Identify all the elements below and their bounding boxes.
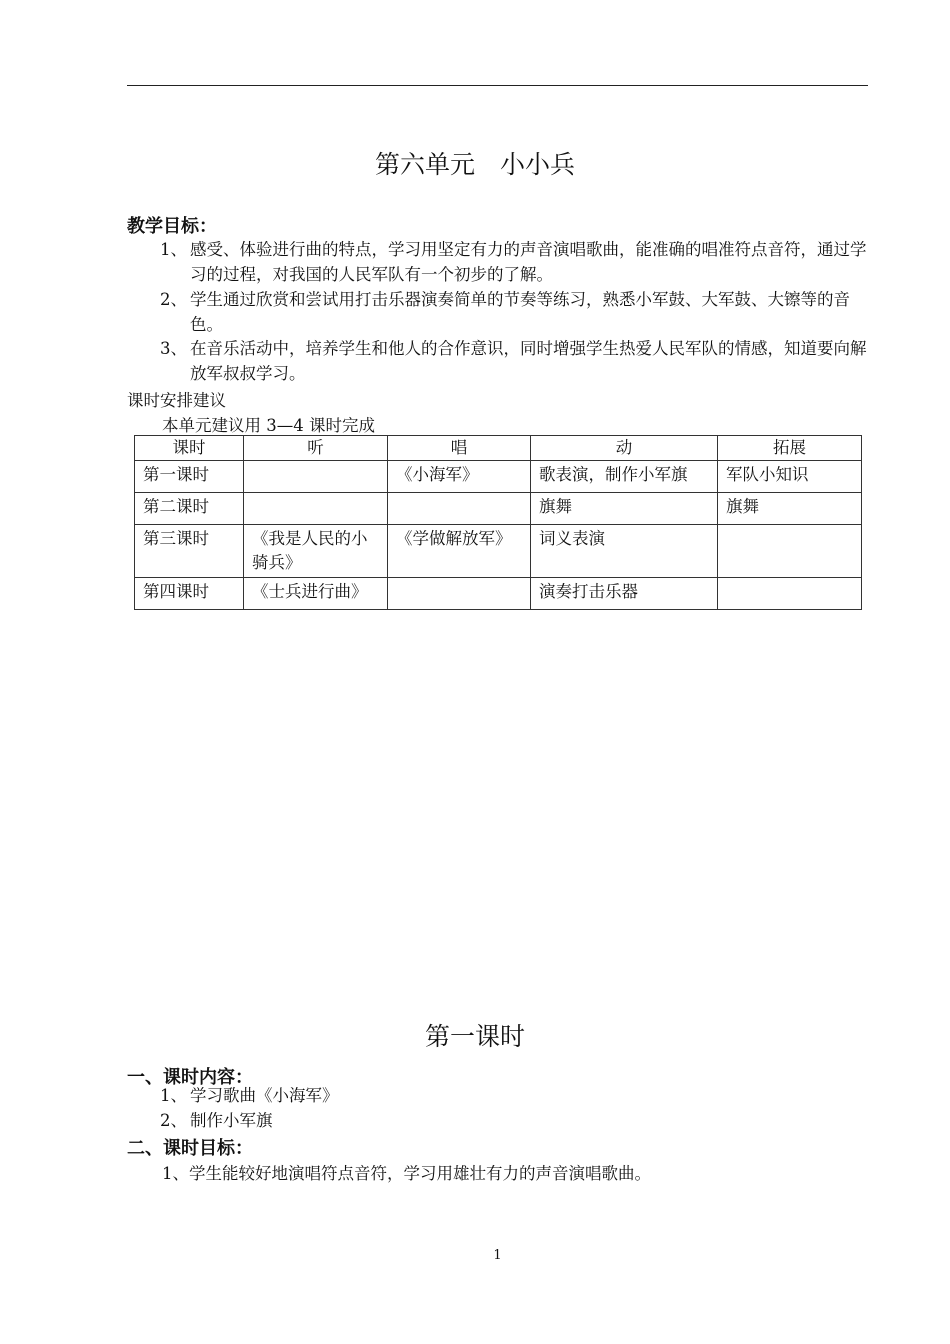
- table-row: [135, 493, 862, 525]
- objective-number: 2、: [160, 290, 187, 309]
- content-number: 2、: [160, 1111, 187, 1130]
- lesson-title: 第一课时: [424, 1022, 525, 1051]
- table-cell: [388, 578, 531, 610]
- table-cell: [388, 493, 531, 525]
- content-text: 学习歌曲《小海军》: [190, 1086, 339, 1105]
- table-cell: 旗舞: [531, 493, 718, 525]
- header-cell: 动: [531, 436, 718, 461]
- table-cell: 《学做解放军》: [388, 525, 531, 578]
- table-row: [135, 461, 862, 493]
- content-item: [160, 1083, 872, 1108]
- page-number: 1: [493, 1248, 502, 1263]
- objective-item: [160, 237, 872, 287]
- objective-item: [160, 287, 872, 337]
- header-rule: [127, 85, 868, 86]
- table-cell: 第三课时: [135, 525, 244, 578]
- goal-heading: 二、课时目标：: [127, 1138, 253, 1159]
- table-cell: [718, 525, 862, 578]
- header-cell: 拓展: [718, 436, 862, 461]
- table-cell: [244, 461, 388, 493]
- content-text: 制作小军旗: [190, 1111, 273, 1130]
- header-cell: 课时: [135, 436, 244, 461]
- table-cell: [244, 493, 388, 525]
- table-cell: 《我是人民的小骑兵》: [244, 525, 388, 578]
- schedule-label: 课时安排建议: [127, 391, 226, 410]
- objective-text: 感受、体验进行曲的特点，学习用坚定有力的声音演唱歌曲，能准确的唱准符点音符，通过学习的过程，对我国的人民军队有一个初步的了解。: [190, 240, 867, 284]
- table-cell: 歌表演，制作小军旗: [531, 461, 718, 493]
- table-cell: 词义表演: [531, 525, 718, 578]
- objective-item: [160, 336, 872, 386]
- table-cell: 演奏打击乐器: [531, 578, 718, 610]
- schedule-table: [134, 435, 862, 610]
- table-cell: [718, 578, 862, 610]
- table-cell: 军队小知识: [718, 461, 862, 493]
- unit-title: 第六单元 小小兵: [374, 150, 575, 179]
- table-cell: 第一课时: [135, 461, 244, 493]
- table-row: [135, 525, 862, 578]
- table-cell: 第四课时: [135, 578, 244, 610]
- goal-text: 1、学生能较好地演唱符点音符，学习用雄壮有力的声音演唱歌曲。: [162, 1164, 651, 1183]
- header-cell: 听: [244, 436, 388, 461]
- table-row: [135, 578, 862, 610]
- header-cell: 唱: [388, 436, 531, 461]
- table-cell: 旗舞: [718, 493, 862, 525]
- objective-text: 在音乐活动中，培养学生和他人的合作意识，同时增强学生热爱人民军队的情感，知道要向解放军叔叔学习。: [190, 339, 867, 383]
- objective-number: 3、: [160, 339, 187, 358]
- table-header-row: [135, 436, 862, 461]
- content-number: 1、: [160, 1086, 187, 1105]
- schedule-note: 本单元建议用 3—4 课时完成: [162, 416, 375, 435]
- table-cell: 《士兵进行曲》: [244, 578, 388, 610]
- content-item: [160, 1108, 872, 1133]
- table-cell: 第二课时: [135, 493, 244, 525]
- content-heading: 一、课时内容：: [127, 1067, 253, 1088]
- objective-text: 学生通过欣赏和尝试用打击乐器演奏简单的节奏等练习，熟悉小军鼓、大军鼓、大镲等的音色。: [190, 290, 850, 334]
- table-cell: 《小海军》: [388, 461, 531, 493]
- objectives-heading: 教学目标：: [127, 216, 217, 237]
- objective-number: 1、: [160, 240, 187, 259]
